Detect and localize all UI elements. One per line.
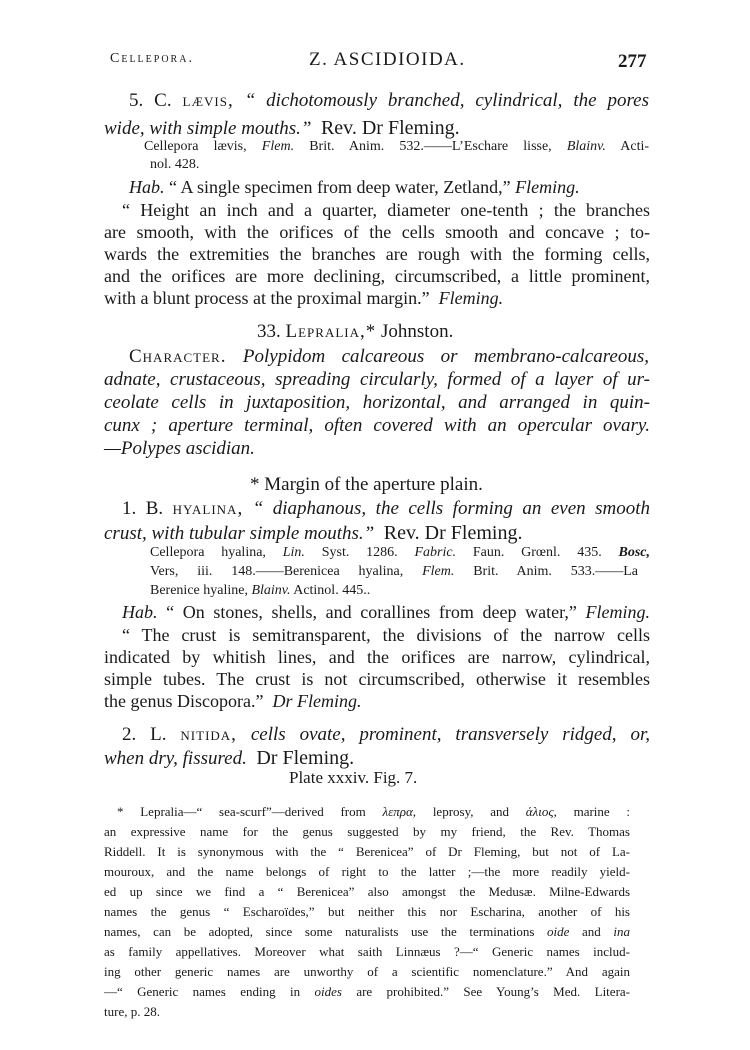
species-laevis-desc-2: are smooth, with the orifices of the cells smooth and concave ; to-: [104, 223, 650, 242]
species-laevis-synonymy-cont: nol. 428.: [150, 157, 200, 172]
page-number: 277: [618, 51, 647, 72]
genus-character-4: cunx ; aperture terminal, often covered with an opercular ovary.: [104, 416, 650, 436]
footnote-line-11: ture, p. 28.: [104, 1004, 160, 1019]
species-hyalina-desc-3: simple tubes. The crust is not circumscribed, otherwise it resembles: [104, 670, 650, 689]
genus-character-5: —Polypes ascidian.: [104, 438, 255, 459]
species-laevis-desc-4: and the orifices are more declining, circumscribed, a little prominent,: [104, 267, 650, 286]
species-hyalina-desc-4: the genus Discopora.” Dr Fleming.: [104, 691, 362, 711]
species-hyalina-diagnosis: crust, with tubular simple mouths.” Rev. Dr Fleming.: [104, 522, 523, 544]
species-hyalina-synonymy-3: Berenice hyaline, Blainv. Actinol. 445..: [150, 583, 371, 598]
species-laevis-desc-5: with a blunt process at the proximal margin.” Fleming.: [104, 288, 504, 308]
footnote-line-7: names, can be adopted, since some naturalists use the terminations oide and ina: [104, 925, 630, 939]
footnote-line-6: names the genus “ Escharoïdes,” but neither this nor Escharina, another of his: [104, 905, 630, 919]
species-nitida-heading: 2. L. nitida, cells ovate, prominent, transversely ridged, or,: [122, 725, 650, 745]
species-laevis-synonymy: Cellepora lævis, Flem. Brit. Anim. 532.——L’Eschare lisse, Blainv. Acti-: [144, 140, 649, 154]
species-laevis-desc-1: “ Height an inch and a quarter, diameter one-tenth ; the branches: [122, 201, 650, 220]
species-nitida-diagnosis: when dry, fissured. Dr Fleming.: [104, 747, 355, 769]
species-hyalina-synonymy-2: Vers, iii. 148.——Berenicea hyalina, Flem. Brit. Anim. 533.——La: [150, 565, 638, 579]
genus-heading: 33. Lepralia,* Johnston.: [257, 321, 454, 342]
footnote-line-1: * Lepralia—“ sea-scurf”—derived from λεπρα, leprosy, and ἁλιος, marine :: [117, 805, 630, 819]
species-hyalina-desc-2: indicated by whitish lines, and the orifices are narrow, cylindrical,: [104, 648, 650, 667]
footnote-line-9: ing other generic names are unworthy of a scientific nomenclature.” And again: [104, 965, 630, 979]
footnote-line-10: —“ Generic names ending in oides are prohibited.” See Young’s Med. Litera-: [104, 985, 630, 999]
footnote-line-4: mouroux, and the name belongs of right to the latter ;—the more readily yield-: [104, 865, 630, 879]
plate-reference: Plate xxxiv. Fig. 7.: [289, 768, 418, 787]
species-hyalina-heading: 1. B. hyalina, “ diaphanous, the cells forming an even smooth: [122, 499, 650, 519]
species-laevis-diagnosis: wide, with simple mouths.” Rev. Dr Fleming.: [104, 117, 460, 139]
species-hyalina-desc-1: “ The crust is semitransparent, the divisions of the narrow cells: [122, 626, 650, 645]
genus-character-2: adnate, crustaceous, spreading circularly, formed of a layer of ur-: [104, 370, 650, 390]
genus-character-1: Character. Polypidom calcareous or membrano-calcareous,: [129, 347, 649, 367]
species-laevis-habitat: Hab. “ A single specimen from deep water, Zetland,” Fleming.: [129, 177, 580, 197]
running-head-order: Z. ASCIDIOIDA.: [309, 49, 466, 70]
footnote-line-8: as family appellatives. Moreover what saith Linnæus ?—“ Generic names includ-: [104, 945, 630, 959]
species-hyalina-habitat: Hab. “ On stones, shells, and corallines from deep water,” Fleming.: [122, 603, 650, 622]
genus-character-3: ceolate cells in juxtaposition, horizontal, and arranged in quin-: [104, 393, 650, 413]
running-head-genus: Cellepora.: [110, 51, 194, 66]
species-hyalina-synonymy-1: Cellepora hyalina, Lin. Syst. 1286. Fabric. Faun. Grœnl. 435. Bosc,: [150, 546, 650, 560]
footnote-line-3: Riddell. It is synonymous with the “ Berenicea” of Dr Fleming, but not of La-: [104, 845, 630, 859]
footnote-line-5: ed up since we find a “ Berenicea” also amongst the Medusæ. Milne-Edwards: [104, 885, 630, 899]
section-heading: * Margin of the aperture plain.: [250, 474, 483, 495]
species-laevis-desc-3: wards the extremities the branches are rough with the forming cells,: [104, 245, 650, 264]
species-laevis-heading: 5. C. lævis, “ dichotomously branched, cylindrical, the pores: [129, 91, 649, 111]
footnote-line-2: an expressive name for the genus suggested by my friend, the Rev. Thomas: [104, 825, 630, 839]
